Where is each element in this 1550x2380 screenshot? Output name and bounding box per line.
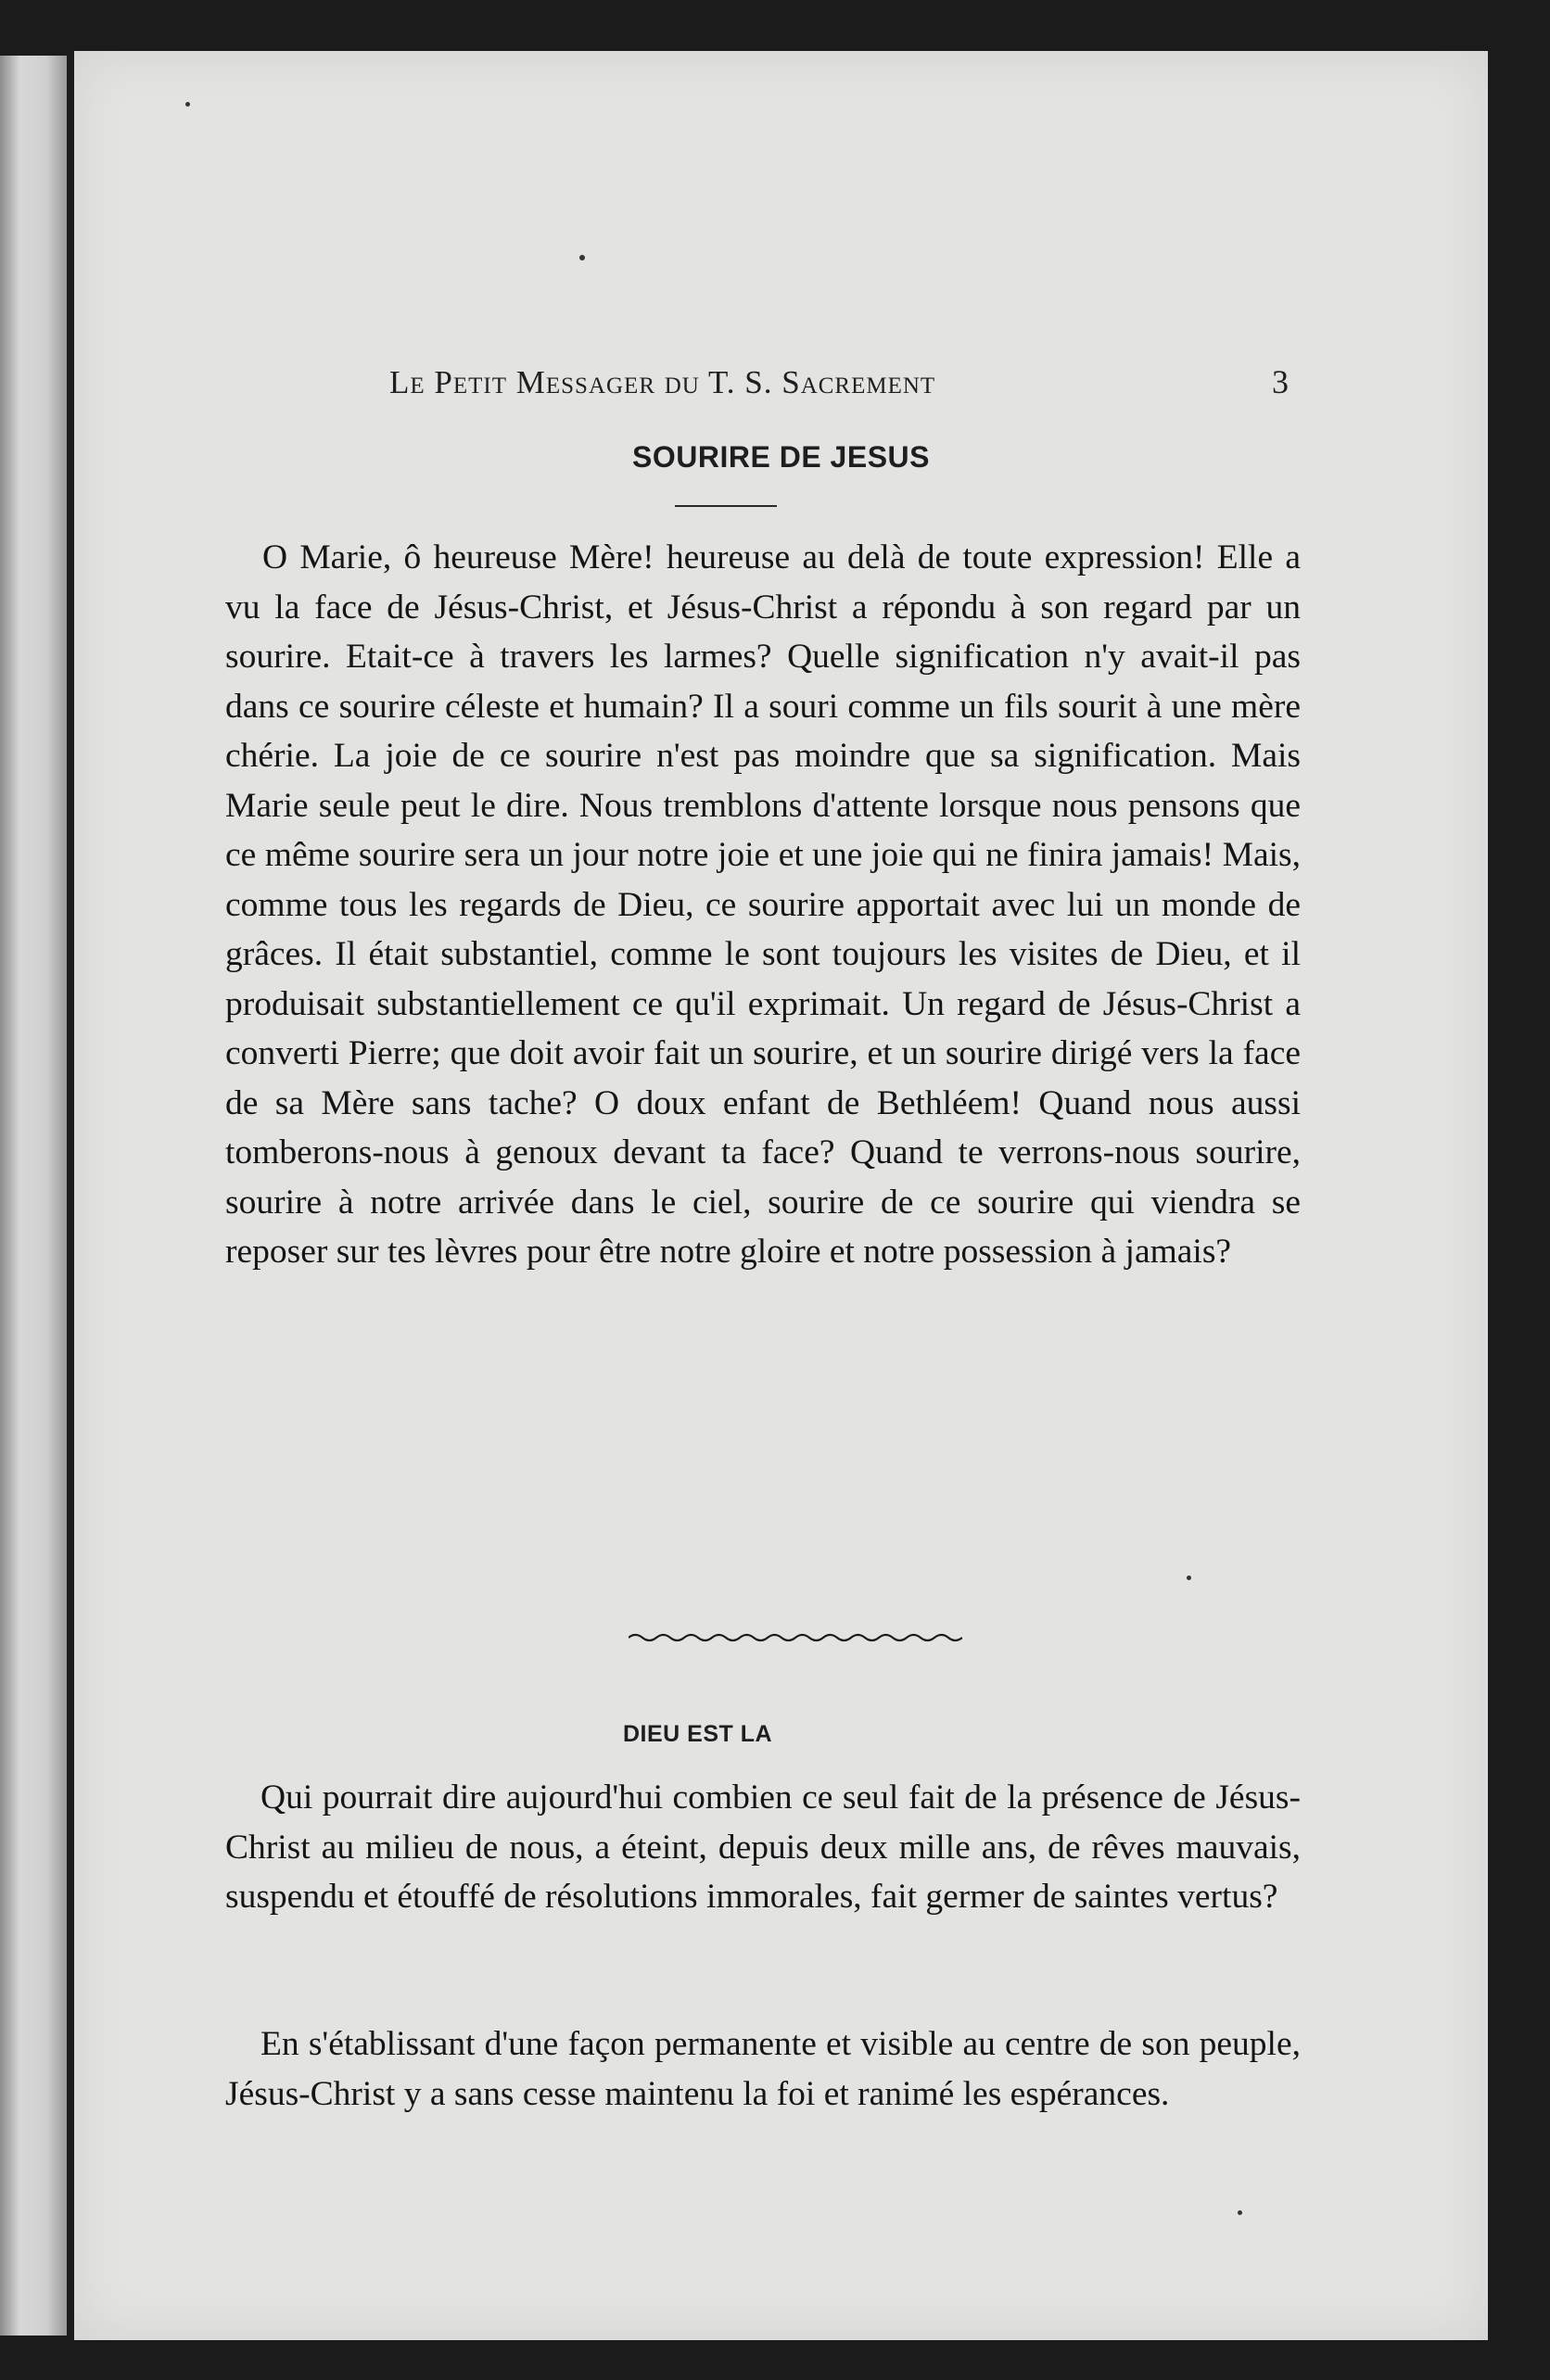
book-page [74,51,1488,2340]
title-underline-rule [675,505,777,507]
paper-speck [1187,1576,1191,1580]
adjacent-page-edge [0,56,67,2336]
paper-speck [185,102,190,107]
page-number: 3 [1272,363,1289,400]
paper-speck [579,255,585,260]
article-title-dieu-est-la: DIEU EST LA [623,1721,773,1747]
article-title-sourire: SOURIRE DE JESUS [632,440,930,474]
running-head: Le Petit Messager du T. S. Sacrement [389,364,936,400]
article-paragraph-1: Qui pourrait dire aujourd'hui combien ce seul fait de la présence de Jésus-Christ au milieu de nous, a éteint, depuis deux mille ans, de rêves mauvais, suspendu et étouffé de résolutions immorales, fait germer de saintes vertus? [225,1779,1301,1916]
paper-speck [1238,2210,1242,2215]
article-paragraph-2: En s'établissant d'une façon permanente et visible au centre de son peuple, Jésus-Christ y a sans cesse maintenu la foi et ranimé les espérances. [225,2025,1301,2113]
wavy-section-divider [629,1631,962,1644]
article-paragraph: O Marie, ô heureuse Mère! heureuse au delà de toute expression! Elle a vu la face de Jésus-Christ, et Jésus-Christ a répondu à son regard par un sourire. Etait-ce à travers les larmes? Quelle signification n'y avait-il pas dans ce sourire céleste et humain? Il a souri comme un fils sourit à une mère chérie. La joie de ce sourire n'est pas moindre que sa signification. Mais Marie seule peut le dire. Nous tremblons d'attente lorsque nous pensons que ce même sourire sera un jour notre joie et une joie qui ne finira jamais! Mais, comme tous les regards de Dieu, ce sourire apportait avec lui un monde de grâces. Il était substantiel, comme le sont toujours les visites de Dieu, et il produisait substantiellement ce qu'il exprimait. Un regard de Jésus-Christ a converti Pierre; que doit avoir fait un sourire, et un sourire dirigé vers la face de sa Mère sans tache? O doux enfant de Bethléem! Quand nous aussi tomberons-nous à genoux devant ta face? Quand te verrons-nous sourire, sourire à notre arrivée dans le ciel, sourire de ce sourire qui viendra se reposer sur tes lèvres pour être notre gloire et notre possession à jamais? [225,538,1301,1271]
